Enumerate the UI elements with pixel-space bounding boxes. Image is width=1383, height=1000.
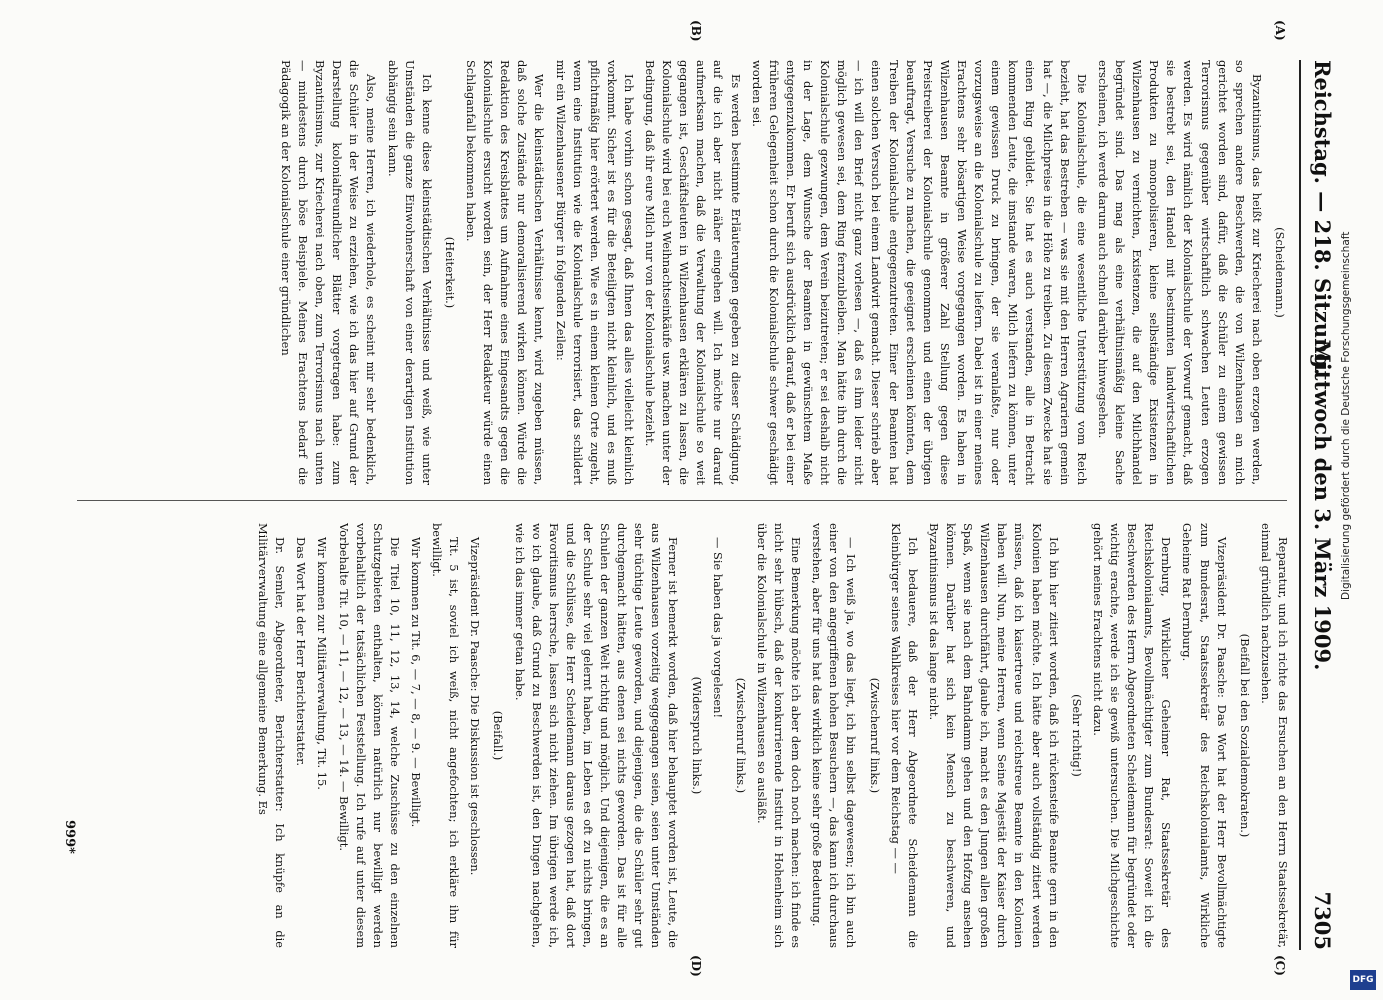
right-column	[91, 523, 1291, 948]
page-header	[1305, 60, 1345, 950]
president-statement: Vizepräsident Dr. Paasche: Das Wort hat der Herr Bevollmächtigte zum Bundesrat, Staatssekretär des Reichskolonialamts, Wirkliche Geheime Rat Dernburg.	[1180, 523, 1229, 948]
paragraph: Es werden bestimmte Erläuterungen gegeben zu dieser Schädigung, auf die ich aber nicht näher eingehen will. Ich möchte nur darauf aufmerksam machen, daß die Verwaltung der Kolonialschule so weit gegangen ist, Geschäftsleuten in Wilzenhausen erklären zu lassen, die Kolonialschule wird bei euch Weihnachtseinkäufe usw. machen unter der Bedingung, daß ihr eure Milch nur von der Kolonialschule bezieht.	[643, 60, 743, 485]
column-divider	[77, 500, 1287, 501]
paragraph: Ich bin hier zitiert worden, daß ich rückensteife Beamte gern in den Kolonien haben möchte. Ich hätte aber auch vollständig zitiert werden müssen, daß ich kaisertreue und reichstreue Beamte in den Kolonien haben will. Nun, meine Herren, wenn Seine Majestät der Kaiser durch Wilzenhausen durchfährt, glaube ich, macht es den Jungen allen großen Spaß, wenn sie nach dem Bahndamm gehen und den Hofzug ansehen können. Darüber hat sich kein Mensch zu beschweren, und Byzantinismus ist das lange nicht.	[926, 523, 1061, 948]
paragraph: Ich bedauere, daß der Herr Abgeordnete Scheidemann die Kleinbürger seines Wahlkreises hier vor dem Reichstag — —	[888, 523, 920, 948]
margin-marker-c: (C)	[1273, 955, 1287, 976]
paragraph: Ich habe vorhin schon gesagt, daß Ihnen das alles vielleicht kleinlich vorkommt. Sicher ist es für die Beteiligten nicht kleinlich, und es muß pflichtmäßig hier erörtert werden. Wie es in einem kleinen Orte zugeht, wenn eine Institution wie die Kolonialschule terrorisiert, das schildert mir ein Wilzenhausener Bürger in folgenden Zeilen:	[553, 60, 636, 485]
header-date: Mittwoch den 3. März 1909.	[1310, 339, 1335, 671]
paragraph: Reparatur, und ich richte das Ersuchen an den Herrn Staatssekretär, einmal gründlich nachzusehen.	[1258, 523, 1290, 948]
margin-marker-d: (D)	[689, 955, 703, 977]
paragraph: Ich kenne diese kleinstädtischen Verhältnisse und weiß, wie unter Umständen die ganze Einwohnerschaft von einer derartigen Institution abhängig sein kann.	[385, 60, 434, 485]
interjection: (Widerspruch links.)	[689, 676, 704, 795]
interjection: (Beifall bei den Sozialdemokraten.)	[1237, 633, 1252, 838]
paragraph: Wir kommen zur Militärverwaltung, Tit. 15.	[315, 537, 330, 790]
paragraph: — Sie haben das ja vorgelesen!	[710, 537, 725, 719]
paragraph: Byzantinismus, das heißt zur Kriecherei nach oben erzogen werden, so sprechen andere Beschwerden, die von Wilzenhausen an mich gerichtet worden sind, dafür, daß die Schüler zu einem gewissen Terrorismus gegenüber wirtschaftlich schwachen Leuten erzogen werden. Es wird nämlich der Kolonialschule der Vorwurf gemacht, daß sie bestrebt sei, den Handel mit bestimmten landwirtschaftlichen Produkten zu monopolisieren, kleine selbständige Existenzen in Wilzenhausen zu vernichten, Existenzen, die auf den Milchhandel begründet sind. Das mag als eine verhältnismäßig kleine Sache erscheinen, ich werde darum auch schnell darüber hinwegsehen.	[1095, 60, 1264, 485]
semler-statement: Dr. Semler, Abgeordneter, Berichterstatter: Ich knüpfe an die Militärverwaltung eine allgemeine Bemerkung. Es	[256, 523, 288, 948]
speaker-note: (Scheidemann.)	[1273, 227, 1287, 318]
interjection: (Heiterkeit.)	[442, 236, 457, 309]
footer-mark: 999*	[62, 820, 77, 854]
interjection: (Zwischenruf links.)	[867, 677, 882, 794]
left-column	[91, 60, 1291, 485]
interjection: (Sehr richtig!)	[1069, 694, 1084, 777]
paragraph: Die Kolonialschule, die eine wesentliche Unterstützung vom Reich bezieht, hat das Bestreben — was sie mit den Herren Agrariern gemein hat —, die Milchpreise in die Höhe zu treiben. Zu diesem Zwecke hat sie einen Ring gebildet. Sie hat es auch verstanden, alle in Betracht kommenden Leute, die imstande waren, Milch liefern zu können, unter einem gewissen Druck zu bringen, der sie veranlaßte, nur oder vorzugsweise an die Kolonialschule zu liefern. Dabei ist in einer meines Erachtens sehr bösartigen Weise vorgegangen worden. Es haben in Wilzenhausen Beamte in größerer Zahl Stellung gegen diese Preistreiberei der Kolonialschule genommen und einen der übrigen beauftragt, Versuche zu machen, die geeignet erscheinen könnten, dem Treiben der Kolonialschule entgegenzutreten. Einer der Beamten hat einen solchen Versuch bei einem Landwirt gemacht. Dieser schrieb aber — ich will den Brief nicht ganz vorlesen —, daß es ihm leider nicht möglich gewesen sei, dem Ring fernzubleiben. Man hätte ihn durch die Kolonialschule gezwungen, dem Verein beizutreten; er sei deshalb nicht in der Lage, dem Wunsche der Beamten in gewünschtem Maße entgegenzukommen. Er beruft sich ausdrücklich darauf, daß er bei einer früheren Gelegenheit schon durch die Kolonialschule schwer geschädigt worden sei.	[749, 60, 1089, 485]
dfg-logo: DFG	[1350, 970, 1376, 990]
margin-marker-b: (B)	[689, 20, 703, 42]
dernburg-statement: Dernburg, Wirklicher Geheimer Rat, Staatssekretär des Reichskolonialamts, Bevollmächtigter zum Bundesrat: Soweit ich die Beschwerden des Herrn Abgeordneten Scheidemann für begründet oder wichtig erachte, werde ich sie gewiß untersuchen. Die Milchgeschichte gehört meines Erachtens nicht dazu.	[1090, 523, 1174, 948]
margin-marker-a: (A)	[1273, 20, 1287, 41]
interjection: (Zwischenruf links.)	[733, 677, 748, 794]
digitization-note: Digitalisierung gefördert durch die Deutsche Forschungsgemeinschaft	[1340, 231, 1352, 600]
paragraph: Die Titel 10, 11, 12, 13, 14, welche Zuschüsse zu den einzelnen Schutzgebieten enthalten, können natürlich nur bewilligt werden vorbehaltlich der tatsächlichen Feststellung. Ich rufe auf unter diesem Vorbehalte Tit. 10, — 11, — 12, — 13, — 14. — Bewilligt.	[336, 523, 402, 948]
paragraph: Tit. 5 ist, soviel ich weiß, nicht angefochten; ich erkläre ihn für bewilligt.	[430, 523, 462, 948]
paragraph: Das Wort hat der Herr Berichterstatter.	[294, 537, 309, 767]
header-page-number: 7305	[1310, 891, 1335, 950]
quoted-paragraph: Wer die kleinstädtischen Verhältnisse kennt, wird zugeben müssen, daß solche Zustände nur demoralisierend wirken können. Würde die Redaktion des Kreisblattes um Aufnahme eines Eingesandts gegen die Kolonialschule ersucht worden sein, der Herr Redakteur würde einen Schlaganfall bekommen haben.	[463, 60, 547, 485]
paragraph: — Ich weiß ja, wo das liegt, ich bin selbst dagewesen; ich bin auch einer von den angegriffenen hohen Besuchern —, das kann ich durchaus verstehen, aber für uns hat das wirklich keine sehr große Bedeutung.	[810, 523, 859, 948]
paragraph: Wir kommen zu Tit. 6, — 7, — 8, — 9. — Bewilligt.	[408, 537, 423, 828]
paragraph: Ferner ist bemerkt worden, daß hier behauptet worden ist, Leute, die aus Wilzenhausen vorzeitig weggegangen seien, seien unter Umständen sehr tüchtige Leute geworden, und diejenigen, die die Schüler sehr gut durchgemacht hätten, aus denen sei nichts geworden. Das ist für alle Schulen der ganzen Welt richtig und möglich. Und diejenigen, die es an der Schule sehr viel gelernt haben, im Leben es oft zu nichts bringen, und die Schlüsse, die Herr Scheidemann daraus gezogen hat, daß dort Favoritismus herrsche, lassen sich nicht ziehen. Im übrigen werde ich, wo ich glaube, daß Grund zu Beschwerden ist, den Dingen nachgehen, wie ich das immer getan habe.	[512, 523, 681, 948]
president-statement: Vizepräsident Dr. Paasche: Die Diskussion ist geschlossen.	[468, 537, 483, 876]
header-rule	[1299, 60, 1301, 950]
interjection: (Beifall.)	[491, 710, 506, 761]
paragraph: Eine Bemerkung möchte ich aber dem doch noch machen: ich finde es nicht sehr hübsch, daß der konkurrierende Institut in Hohenheim sich über die Kolonialschule in Wilzenhausen so ausläßt.	[754, 523, 804, 948]
header-session: Reichstag. — 218. Sitzung.	[1310, 60, 1335, 376]
paragraph: Also, meine Herren, ich wiederhole, es scheint mir sehr bedenklich, die Schüler in der Weise zu erziehen, wie ich das hier auf Grund der Darstellung kolonialfreundlicher Blätter vorgetragen habe: zum Byzantinismus, zur Kriecherei nach oben, zum Terrorismus nach unten — mindestens durch böse Beispiele. Meines Erachtens bedarf die Pädagogik an der Kolonialschule einer gründlichen	[278, 60, 379, 485]
